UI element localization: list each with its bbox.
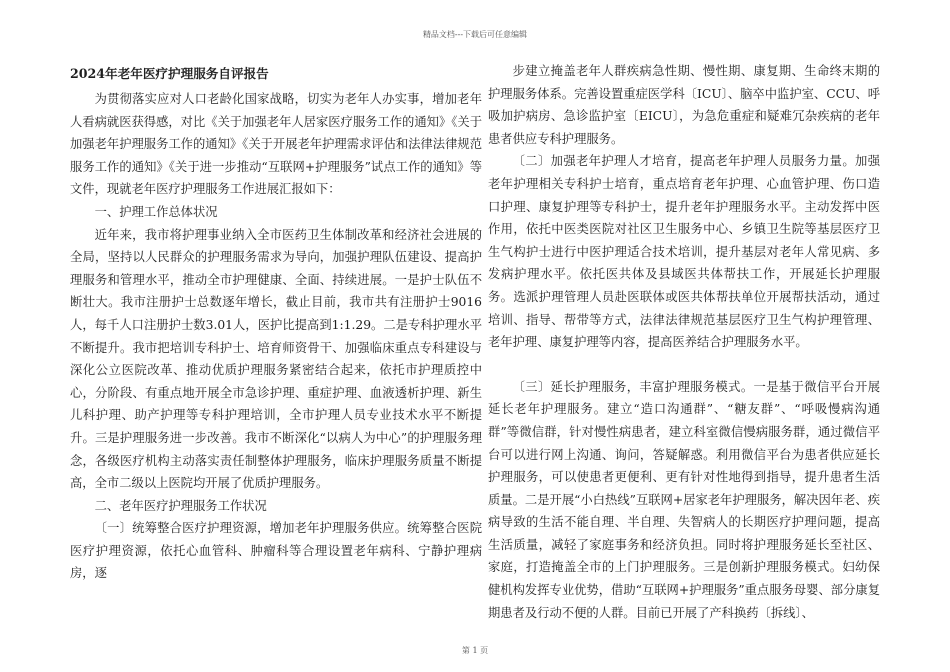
subsection-3-paragraph: 〔三〕延长护理服务，丰富护理服务模式。一是基于微信平台开展延长老年护理服务。建立“造口沟通群”、“糖友群”、“呼吸慢病沟通群”等微信群，针对慢性病患者，建立科室微信慢病服务群，通过微信平台可以进行网上沟通、询问，答疑解惑。利用微信平台为患者供应延长护理服务，可以使患者更便利、更有针对性地得到指导，提升患者生活质量。二是开展“小白热线”互联网+居家老年护理服务，解决因年老、疾病导致的生活不能自理、半自理、失智病人的长期医疗护理问题，提高生活质量，减轻了家庭事务和经济负担。同时将护理服务延长至社区、家庭，打造掩盖全市的上门护理服务。三是创新护理服务模式。妇幼保健机构发挥专业优势，借助“互联网+护理服务”重点服务母婴、部分康复期患者及行动不便的人群。目前已开展了产科换药〔拆线〕、: [488, 379, 880, 620]
right-column: [488, 60, 880, 624]
page-header: 精品文档---下载后可任意编辑: [422, 30, 528, 39]
subsection-1-paragraph: 〔一〕统筹整合医疗护理资源，增加老年护理服务供应。统筹整合医院医疗护理资源，依托心血管科、肿瘤科等合理设置老年病科、宁静护理病房，逐: [70, 521, 482, 581]
nursing-overview-paragraph: 近年来，我市将护理事业纳入全市医药卫生体制改革和经济社会进展的全局，坚持以人民群众的护理服务需求为导向，加强护理队伍建设、提高护理服务和管理水平，推动全市护理健康、全面、持续进展。一是护士队伍不断壮大。我市注册护士总数逐年增长，截止目前，我市共有注册护士9016人，每千人口注册护士数3.01人，医护比提高到1:1.29。二是专科护理水平不断提升。我市把培训专科护士、培育师资骨干、加强临床重点专科建设与深化公立医院改革、推动优质护理服务紧密结合起来，依托市护理质控中心，分阶段、有重点地开展全市急诊护理、重症护理、血液透析护理、新生儿科护理、助产护理等专科护理培训，全市护理人员专业技术水平不断提升。三是护理服务进一步改善。我市不断深化“以病人为中心”的护理服务理念，各级医疗机构主动落实责任制整体护理服务，临床护理服务质量不断提高，全市二级以上医院均开展了优质护理服务。: [70, 227, 482, 491]
section-heading-2: 二、老年医疗护理服务工作状况: [94, 498, 267, 513]
report-title: 2024年老年医疗护理服务自评报告: [70, 66, 269, 81]
subsection-2-paragraph: 〔二〕加强老年护理人才培育，提高老年护理人员服务力量。加强老年护理相关专科护士培育，重点培育老年护理、心血管护理、伤口造口护理、康复护理等专科护士，提升老年护理服务水平。主动发挥中医作用，依托中医类医院对社区卫生服务中心、乡镇卫生院等基层医疗卫生气构护士进行中医护理适合技术培训，提升基层对老年人常见病、多发病护理水平。依托医共体及县域医共体帮扶工作，开展延长护理服务。选派护理管理人员赴医联体或医共体帮扶单位开展帮扶活动，通过培训、指导、帮带等方式，法律法律规范基层医疗卫生气构护理管理、老年护理、康复护理等内容，提高医养结合护理服务水平。: [488, 154, 880, 350]
section-heading-1: 一、护理工作总体状况: [94, 204, 218, 219]
page-footer: 第 1 页: [461, 646, 489, 655]
intro-paragraph: 为贯彻落实应对人口老龄化国家战略，切实为老年人办实事，增加老年人看病就医获得感，对比《关于加强老年人居家医疗服务工作的通知》《关于加强老年护理服务工作的通知》《关于开展老年护理需求评估和法律法律规范服务工作的通知》《关于进一步推动“互联网+护理服务”试点工作的通知》等文件，现就老年医疗护理服务工作进展汇报如下：: [70, 92, 482, 197]
left-column: [70, 60, 482, 585]
subsection-1-continued-paragraph: 步建立掩盖老年人群疾病急性期、慢性期、康复期、生命终末期的护理服务体系。完善设置重症医学科〔ICU〕、脑卒中监护室、CCU、呼吸加护病房、急诊监护室〔EICU〕，为急危重症和疑难冗杂疾病的老年患者供应专科护理服务。: [488, 64, 880, 146]
paragraph-gap: [488, 354, 880, 376]
